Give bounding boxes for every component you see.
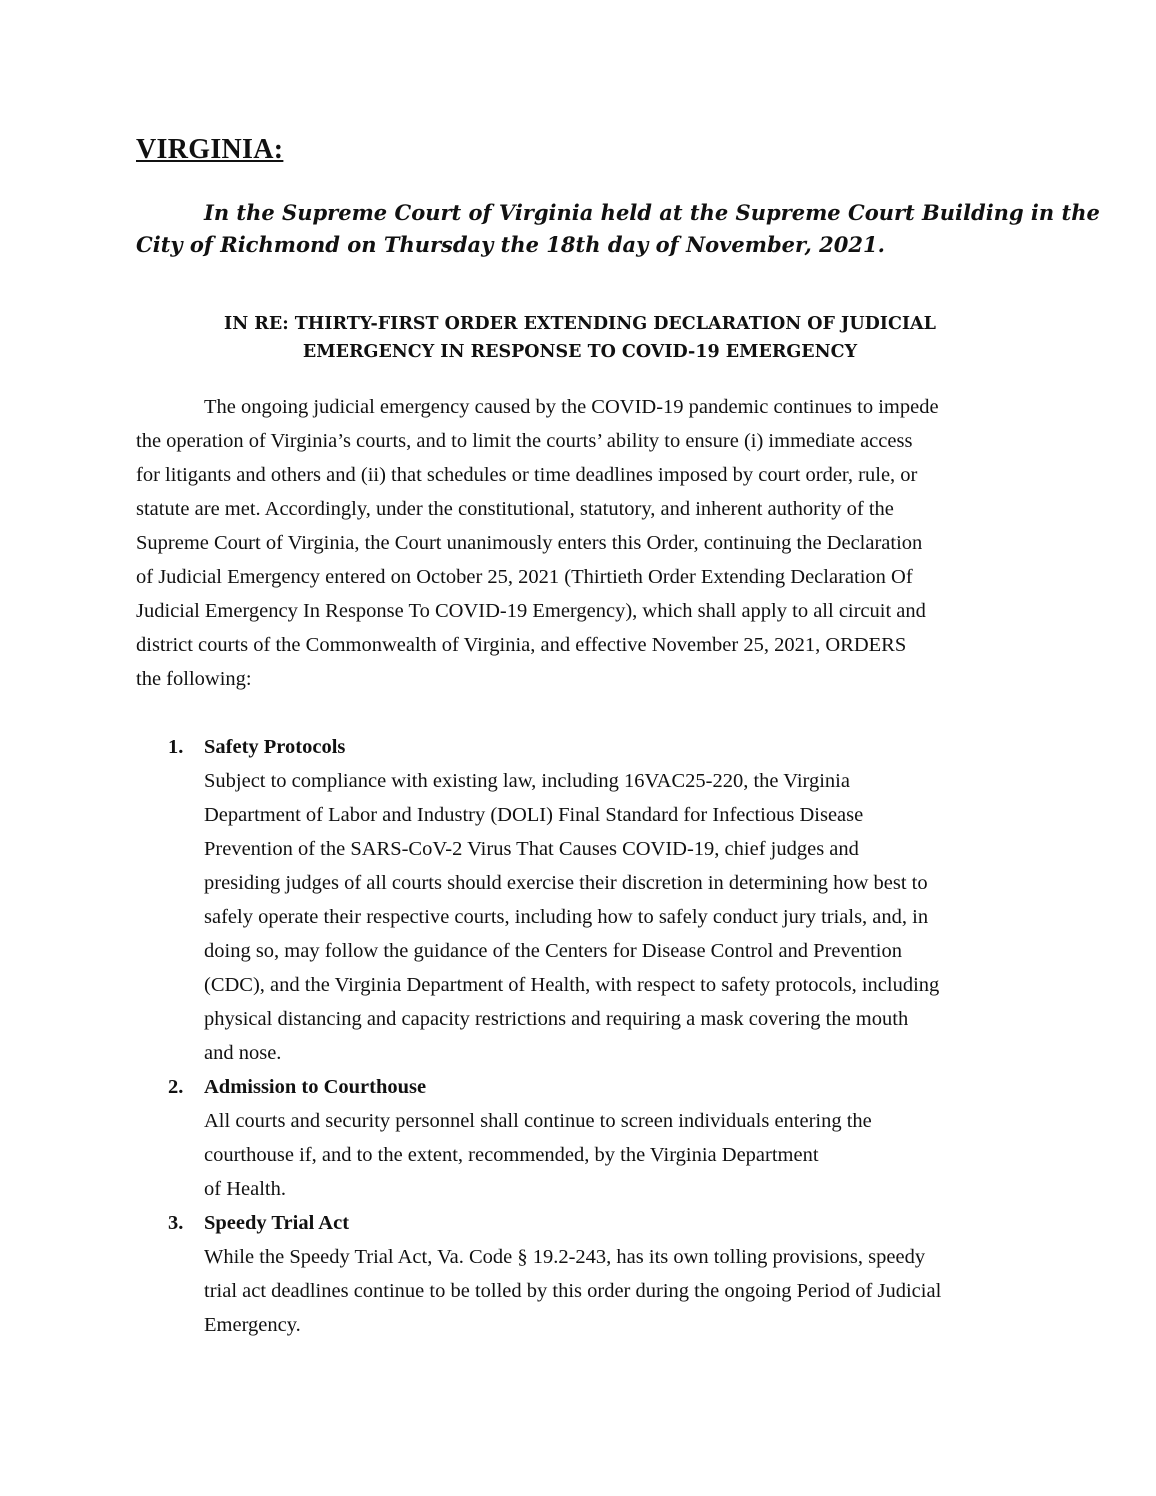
list-item-line: and nose.: [204, 1042, 282, 1064]
list-item-line: Emergency.: [204, 1314, 301, 1336]
list-item-line: courthouse if, and to the extent, recommended, by the Virginia Department: [204, 1144, 819, 1166]
court-caption-line: City of Richmond on Thursday the 18th day of November, 2021.: [136, 232, 885, 257]
list-item-line: Prevention of the SARS-CoV-2 Virus That Causes COVID-19, chief judges and: [204, 838, 859, 860]
list-item-heading: Speedy Trial Act: [204, 1212, 350, 1234]
list-item-line: presiding judges of all courts should exercise their discretion in determining how best to: [204, 872, 928, 894]
intro-paragraph-line: of Judicial Emergency entered on October 25, 2021 (Thirtieth Order Extending Declaration Of: [136, 566, 913, 588]
list-item-line: safely operate their respective courts, including how to safely conduct jury trials, and, in: [204, 906, 929, 928]
intro-paragraph-line: Judicial Emergency In Response To COVID-19 Emergency), which shall apply to all circuit and: [136, 600, 926, 622]
intro-paragraph-line: Supreme Court of Virginia, the Court unanimously enters this Order, continuing the Declaration: [136, 532, 923, 554]
document-heading: VIRGINIA:: [136, 134, 284, 165]
intro-paragraph-line: district courts of the Commonwealth of Virginia, and effective November 25, 2021, ORDERS: [136, 634, 907, 656]
list-item-line: While the Speedy Trial Act, Va. Code § 19.2-243, has its own tolling provisions, speedy: [204, 1246, 926, 1268]
list-item-line: physical distancing and capacity restrictions and requiring a mask covering the mouth: [204, 1008, 909, 1030]
court-caption-line: In the Supreme Court of Virginia held at the Supreme Court Building in the: [204, 200, 1100, 225]
order-title-line: EMERGENCY IN RESPONSE TO COVID-19 EMERGENCY: [302, 342, 858, 362]
order-title-line: IN RE: THIRTY-FIRST ORDER EXTENDING DECLARATION OF JUDICIAL: [224, 314, 936, 334]
list-item-number: 1.: [168, 736, 184, 758]
intro-paragraph-line: the operation of Virginia’s courts, and to limit the courts’ ability to ensure (i) immediate access: [136, 430, 913, 452]
list-item-line: doing so, may follow the guidance of the Centers for Disease Control and Prevention: [204, 940, 902, 962]
intro-paragraph-line: the following:: [136, 668, 252, 690]
list-item-heading: Admission to Courthouse: [204, 1076, 427, 1098]
list-item-number: 3.: [168, 1212, 184, 1234]
list-item-line: Department of Labor and Industry (DOLI) Final Standard for Infectious Disease: [204, 804, 864, 826]
intro-paragraph-line: statute are met. Accordingly, under the constitutional, statutory, and inherent authority of the: [136, 498, 894, 520]
list-item-line: trial act deadlines continue to be tolled by this order during the ongoing Period of Judicial: [204, 1280, 942, 1302]
list-item-line: Subject to compliance with existing law, including 16VAC25-220, the Virginia: [204, 770, 850, 792]
intro-paragraph-line: The ongoing judicial emergency caused by the COVID-19 pandemic continues to impede: [204, 396, 939, 418]
list-item-line: of Health.: [204, 1178, 286, 1200]
list-item-line: All courts and security personnel shall continue to screen individuals entering the: [204, 1110, 872, 1132]
list-item-number: 2.: [168, 1076, 184, 1098]
list-item-line: (CDC), and the Virginia Department of Health, with respect to safety protocols, including: [204, 974, 940, 996]
intro-paragraph-line: for litigants and others and (ii) that schedules or time deadlines imposed by court order, rule, or: [136, 464, 918, 486]
list-item-heading: Safety Protocols: [204, 736, 346, 758]
